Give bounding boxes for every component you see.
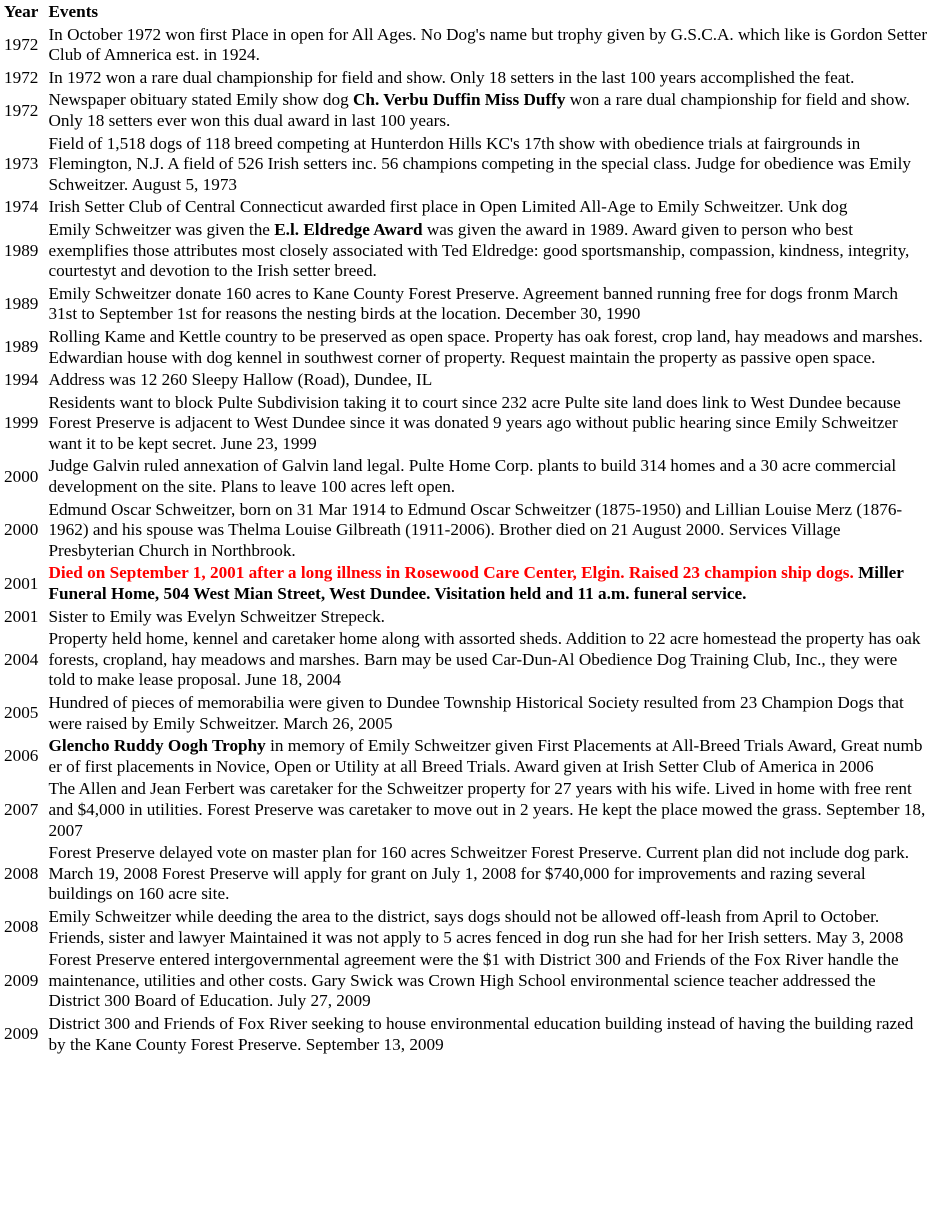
event-description	[47, 284, 929, 325]
event-row	[3, 284, 929, 325]
event-text: Hundred of pieces of memorabilia were given to Dundee Township Historical Society resulted from 23 Champion Dogs that were raised by Emily Schweitzer. March 26, 2005	[48, 693, 904, 733]
event-description	[47, 68, 929, 89]
bold-text: Glencho Ruddy Oogh Trophy	[48, 736, 266, 756]
event-year: 2001	[4, 606, 39, 626]
event-text: Forest Preserve delayed vote on master plan for 160 acres Schweitzer Forest Preserve. Current plan did not include dog park. March 19, 2008 Forest Preserve will apply for grant on July 1, 2008 for $740,000 for improvements and razing several buildings on 160 acre site.	[48, 843, 910, 904]
highlight-text: Died on September 1, 2001 after a long illness in Rosewood Care Center, Elgin. Raised 23 champion ship dogs.	[48, 563, 854, 583]
event-row	[3, 907, 929, 948]
event-row	[3, 843, 929, 905]
event-year: 2000	[4, 520, 39, 540]
event-description	[47, 134, 929, 196]
event-year: 2004	[4, 649, 39, 669]
event-description	[47, 220, 929, 282]
event-text: Judge Galvin ruled annexation of Galvin land legal. Pulte Home Corp. plants to build 314 homes and a 30 acre commercial development on the site. Plans to leave 100 acres left open.	[48, 456, 897, 497]
bold-text: Miller Funeral Home, 504 West Mian Street, West Dundee. Visitation held and 11 a.m. funeral service.	[48, 563, 904, 604]
event-description	[47, 907, 929, 948]
event-row	[3, 779, 929, 841]
event-row	[3, 500, 929, 562]
events-table	[1, 0, 931, 1057]
event-row	[3, 736, 929, 777]
event-row	[3, 950, 929, 1012]
event-text: in memory of Emily Schweitzer given First Placements at All-Breed Trials Award, Great numb er of first placements in Novice, Open or Utility at all Breed Trials. Award given at Irish Setter Club of America in 2006	[48, 736, 923, 776]
event-description	[47, 736, 929, 777]
bold-text: Ch. Verbu Duffin Miss Duffy	[353, 90, 566, 110]
events-body	[3, 25, 929, 1056]
event-year: 2009	[4, 1024, 39, 1044]
event-row	[3, 327, 929, 368]
event-row	[3, 393, 929, 455]
year-header: Year	[4, 2, 39, 21]
event-text: was given the award in 1989. Award given to person who best exemplifies those attributes most closely associated with Ted Eldredge: good sportsmanship, compassion, kindness, integrity, courtestyt and devotion to the Irish setter breed.	[48, 219, 910, 281]
event-year: 1999	[4, 413, 39, 433]
event-year: 1989	[4, 337, 39, 357]
event-row	[3, 629, 929, 691]
event-text: Emily Schweitzer while deeding the area to the district, says dogs should not be allowed off-leash from April to October. Friends, sister and lawyer Maintained it was not apply to 5 acres fenced in dog run she had for her Irish setters. May 3, 2008	[48, 906, 904, 947]
event-year: 1994	[4, 370, 39, 390]
event-year: 2001	[4, 573, 39, 593]
event-row	[3, 370, 929, 391]
event-year: 1972	[4, 100, 39, 120]
event-year: 1972	[4, 34, 39, 54]
event-row	[3, 1014, 929, 1055]
event-description	[47, 779, 929, 841]
event-text: Newspaper obituary stated Emily show dog	[48, 90, 353, 110]
event-row	[3, 563, 929, 604]
event-text: won a rare dual championship for field and show. Only 18 setters ever won this dual award in last 100 years.	[48, 90, 910, 130]
event-row	[3, 68, 929, 89]
event-year: 2008	[4, 863, 39, 883]
event-year: 1974	[4, 197, 39, 217]
event-year: 1989	[4, 240, 39, 260]
event-description	[47, 693, 929, 734]
event-text: Emily Schweitzer was given the	[48, 219, 275, 239]
event-text: Rolling Kame and Kettle country to be preserved as open space. Property has oak forest, crop land, hay meadows and marshes. Edwardian house with dog kennel in southwest corner of property. Request maintain the property as passive open space.	[48, 326, 923, 367]
event-row	[3, 607, 929, 628]
event-description	[47, 90, 929, 131]
event-description	[47, 197, 929, 218]
event-text: Sister to Emily was Evelyn Schweitzer Strepeck.	[48, 606, 385, 626]
event-description	[47, 456, 929, 497]
event-row	[3, 25, 929, 66]
event-description	[47, 563, 929, 604]
event-text: District 300 and Friends of Fox River seeking to house environmental education building instead of having the building razed by the Kane County Forest Preserve. September 13, 2009	[48, 1013, 914, 1054]
event-row	[3, 220, 929, 282]
event-description	[47, 950, 929, 1012]
header-row	[3, 2, 929, 23]
event-description	[47, 607, 929, 628]
event-year: 1973	[4, 154, 39, 174]
event-text: Irish Setter Club of Central Connecticut awarded first place in Open Limited All-Age to Emily Schweitzer. Unk dog	[48, 197, 848, 217]
event-row	[3, 197, 929, 218]
event-text: Emily Schweitzer donate 160 acres to Kane County Forest Preserve. Agreement banned running free for dogs fronm March 31st to September 1st for reasons the nesting birds at the location. December 30, 1990	[48, 283, 899, 324]
event-year: 2009	[4, 970, 39, 990]
event-row	[3, 693, 929, 734]
event-year: 2008	[4, 917, 39, 937]
event-description	[47, 370, 929, 391]
event-description	[47, 25, 929, 66]
event-text: Forest Preserve entered intergovernmental agreement were the $1 with District 300 and Friends of the Fox River handle the maintenance, utilities and other costs. Gary Swick was Crown High School environmental science teacher addressed the District 300 Board of Education. July 27, 2009	[48, 950, 899, 1011]
event-text: Address was 12 260 Sleepy Hallow (Road), Dundee, IL	[48, 370, 433, 390]
event-text: In 1972 won a rare dual championship for field and show. Only 18 setters in the last 100 years accomplished the feat.	[48, 67, 855, 87]
event-row	[3, 90, 929, 131]
event-year: 2006	[4, 746, 39, 766]
event-year: 2000	[4, 466, 39, 486]
event-text: The Allen and Jean Ferbert was caretaker for the Schweitzer property for 27 years with his wife. Lived in home with free rent and $4,000 in utilities. Forest Preserve was caretaker to move out in 2 years. He kept the place mowed the grass. September 18, 2007	[48, 779, 926, 840]
event-text: Edmund Oscar Schweitzer, born on 31 Mar 1914 to Edmund Oscar Schweitzer (1875-1950) and Lillian Louise Merz (1876-1962) and his spouse was Thelma Louise Gilbreath (1911-2006). Brother died on 21 August 2000. Services Village Presbyterian Church in Northbrook.	[48, 499, 903, 560]
event-description	[47, 629, 929, 691]
event-text: Field of 1,518 dogs of 118 breed competing at Hunterdon Hills KC's 17th show with obedience trials at fairgrounds in Flemington, N.J. A field of 526 Irish setters inc. 56 champions competing in the special class. Judge for obedience was Emily Schweitzer. August 5, 1973	[48, 133, 911, 194]
event-row	[3, 134, 929, 196]
events-header: Events	[48, 2, 99, 21]
event-description	[47, 393, 929, 455]
event-description	[47, 1014, 929, 1055]
event-description	[47, 843, 929, 905]
event-text: Property held home, kennel and caretaker home along with assorted sheds. Addition to 22 acre homestead the property has oak forests, cropland, hay meadows and marshes. Barn may be used Car-Dun-Al Obedience Dog Training Club, Inc., they were told to make lease proposal. June 18, 2004	[48, 629, 921, 690]
event-text: Residents want to block Pulte Subdivision taking it to court since 232 acre Pulte site land does link to West Dundee because Forest Preserve is adjacent to West Dundee since it was donated 9 years ago without public hearing since Emily Schweitzer want it to be kept secret. June 23, 1999	[48, 392, 901, 453]
event-year: 1989	[4, 294, 39, 314]
event-year: 1972	[4, 67, 39, 87]
event-year: 2005	[4, 703, 39, 723]
bold-text: E.l. Eldredge Award	[274, 219, 423, 239]
event-year: 2007	[4, 799, 39, 819]
event-row	[3, 456, 929, 497]
event-description	[47, 327, 929, 368]
event-text: In October 1972 won first Place in open for All Ages. No Dog's name but trophy given by G.S.C.A. which like is Gordon Setter Club of Amnerica est. in 1924.	[48, 24, 928, 65]
event-description	[47, 500, 929, 562]
